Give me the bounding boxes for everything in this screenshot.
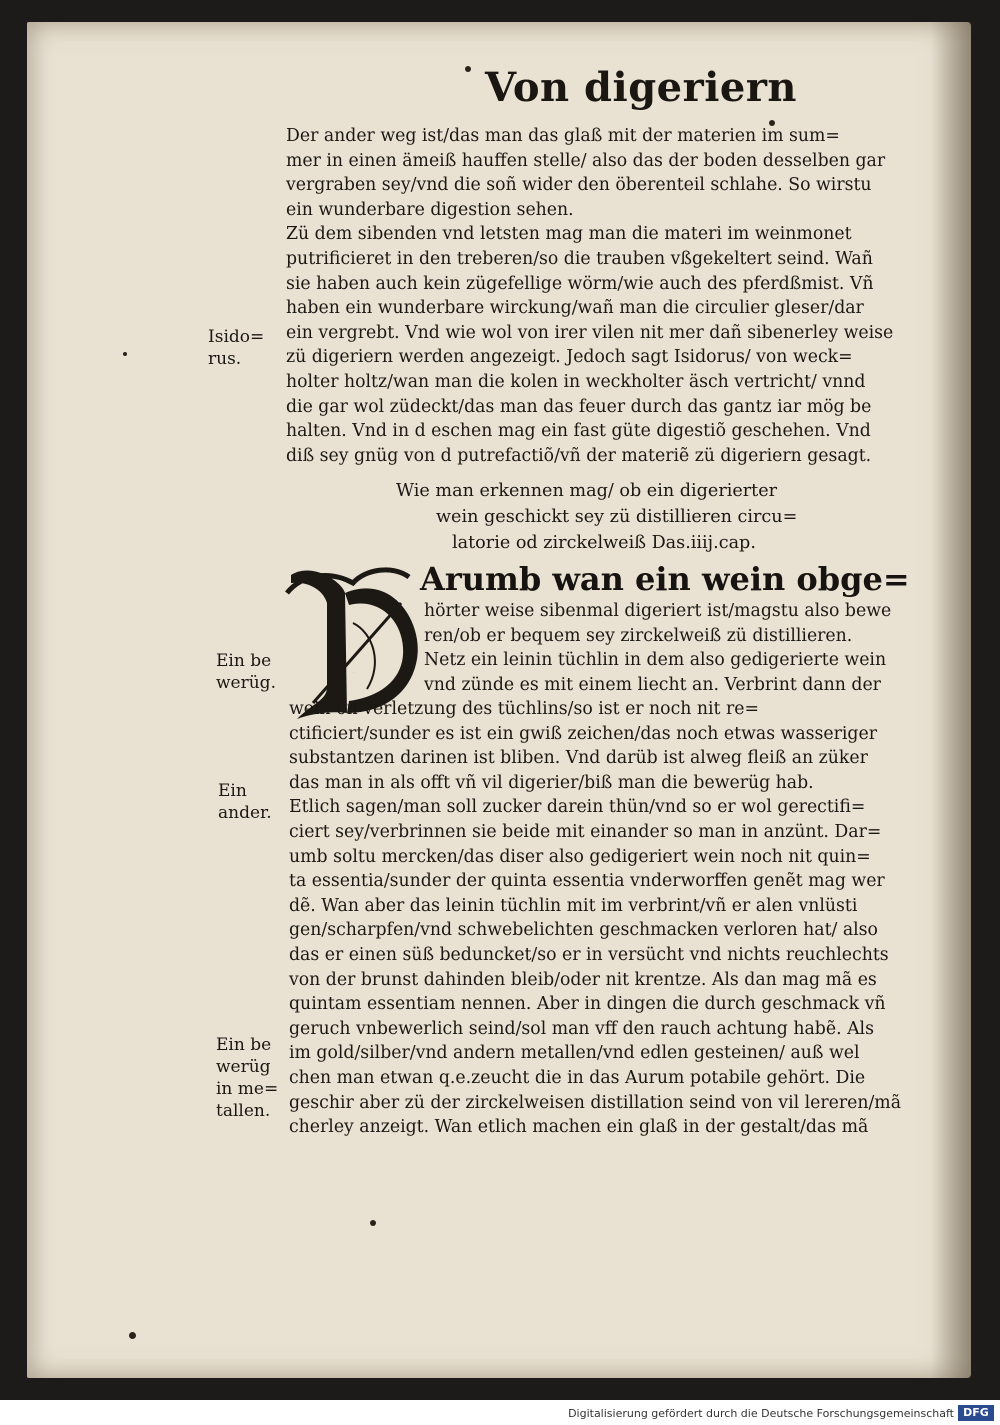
running-head: Von digeriern xyxy=(485,64,798,111)
opening-line: Arumb wan ein wein obge= xyxy=(420,560,910,598)
text-line: Etlich sagen/man soll zucker darein thün/vnd so er wol gerectifi= xyxy=(289,797,866,818)
text-line: diß sey gnüg von d putrefactiõ/vñ der materiẽ zü digeriern gesagt. xyxy=(286,445,872,466)
text-line: das man in als offt vñ vil digerier/biß man die bewerüg hab. xyxy=(289,772,814,793)
text-line: putrificieret in den treberen/so die trauben vßgekeltert seind. Wañ xyxy=(286,248,873,269)
text-line: wein on verletzung des tüchlins/so ist er noch nit re= xyxy=(289,699,759,719)
text-line: umb soltu mercken/das diser also gedigeriert wein noch nit quin= xyxy=(289,846,871,867)
footer-credit: Digitalisierung gefördert durch die Deutsche Forschungsgemeinschaft xyxy=(568,1407,954,1420)
heading-line: latorie od zirckelweiß Das.iiij.cap. xyxy=(452,533,756,553)
text-line: vnd zünde es mit einem liecht an. Verbrint dann der xyxy=(424,674,881,695)
text-line: sie haben auch kein zügefellige wörm/wie auch des pferdßmist. Vñ xyxy=(286,273,874,294)
text-line: substantzen darinen ist bliben. Vnd darüb ist alweg fleiß an züker xyxy=(289,748,868,769)
marginal-line: Ein xyxy=(218,781,247,801)
dfg-logo: DFG xyxy=(958,1405,994,1421)
text-line: halten. Vnd in d eschen mag ein fast güte digestiõ geschehen. Vnd xyxy=(286,421,871,442)
marginal-line: werüg xyxy=(216,1057,271,1077)
marginal-line: Isido= xyxy=(208,327,265,347)
text-line: von der brunst dahinden bleib/oder nit krentze. Als dan mag mã es xyxy=(289,969,877,990)
text-line: geruch vnbewerlich seind/sol man vff den rauch achtung habẽ. Als xyxy=(289,1018,874,1039)
marginal-line: Ein be xyxy=(216,1035,272,1055)
text-line: holter holtz/wan man die kolen in weckholter äsch vertricht/ vnnd xyxy=(286,371,866,392)
text-line: mer in einen ämeiß hauffen stelle/ also das der boden desselben gar xyxy=(286,150,886,171)
text-line: gen/scharpfen/vnd schwebelichten geschmacken verloren hat/ also xyxy=(289,920,878,941)
paragraph-1 xyxy=(286,124,926,468)
text-line: haben ein wunderbare wirckung/wañ man die circulier gleser/dar xyxy=(286,298,864,319)
paragraph-2-indented xyxy=(424,599,920,697)
marginal-line: werüg. xyxy=(216,673,276,693)
text-line: dẽ. Wan aber das leinin tüchlin mit im verbrint/vñ er alen vnlüsti xyxy=(289,895,858,916)
text-line: ta essentia/sunder der quinta essentia vnderworffen genẽt mag wer xyxy=(289,871,885,892)
text-line: ren/ob er bequem sey zirckelweiß zü distillieren. xyxy=(424,625,853,646)
ink-speck xyxy=(129,1332,136,1339)
text-line: cherley anzeigt. Wan etlich machen ein glaß in der gestalt/das mã xyxy=(289,1117,869,1138)
marginal-line: tallen. xyxy=(216,1101,271,1121)
text-line: hörter weise sibenmal digeriert ist/magstu also bewe xyxy=(424,601,892,621)
heading-line: wein geschickt sey zü distillieren circu= xyxy=(436,507,798,527)
ink-speck xyxy=(370,1220,376,1226)
text-line: ein wunderbare digestion sehen. xyxy=(286,199,574,220)
text-line: das er einen süß beduncket/so er in versücht vnd nichts reuchlechts xyxy=(289,944,889,965)
text-line: Zü dem sibenden vnd letsten mag man die materi im weinmonet xyxy=(286,224,852,245)
text-line: zü digeriern werden angezeigt. Jedoch sagt Isidorus/ von weck= xyxy=(286,347,853,368)
text-line: quintam essentiam nennen. Aber in dingen die durch geschmack vñ xyxy=(289,994,886,1015)
paragraph-2 xyxy=(289,697,929,1140)
marginal-line: Ein be xyxy=(216,651,272,671)
text-line: chen man etwan q.e.zeucht die in das Aurum potabile gehört. Die xyxy=(289,1067,866,1088)
chapter-heading xyxy=(396,478,836,556)
text-line: im gold/silber/vnd andern metallen/vnd edlen gesteinen/ auß wel xyxy=(289,1043,860,1064)
ink-speck xyxy=(123,352,127,356)
marginal-note-bewerung xyxy=(216,650,276,694)
ink-speck xyxy=(465,66,471,72)
text-line: geschir aber zü der zirckelweisen distillation seind von vil lereren/mã xyxy=(289,1092,901,1113)
marginal-note-ein-ander xyxy=(218,780,272,824)
marginal-line: ander. xyxy=(218,803,272,823)
heading-line: Wie man erkennen mag/ ob ein digerierter xyxy=(396,481,778,501)
drop-initial-letter: D xyxy=(353,673,354,674)
text-line: Netz ein leinin tüchlin in dem also gedigerierte wein xyxy=(424,650,887,671)
marginal-note-metallen xyxy=(216,1034,278,1122)
text-line: die gar wol züdeckt/das man das feuer durch das gantz iar mög be xyxy=(286,396,872,417)
text-line: ctificiert/sunder es ist ein gwiß zeichen/das noch etwas wasseriger xyxy=(289,723,877,744)
text-line: ciert sey/verbrinnen sie beide mit einander so man in anzünt. Dar= xyxy=(289,821,882,842)
marginal-line: in me= xyxy=(216,1079,279,1099)
text-line: ein vergrebt. Vnd wie wol von irer vilen nit mer dañ sibenerley weise xyxy=(286,322,894,343)
text-line: Der ander weg ist/das man das glaß mit der materien im sum= xyxy=(286,126,840,146)
marginal-note-isidorus xyxy=(208,326,264,370)
text-line: vergraben sey/vnd die soñ wider den öberenteil schlahe. So wirstu xyxy=(286,175,872,196)
marginal-line: rus. xyxy=(208,349,242,369)
